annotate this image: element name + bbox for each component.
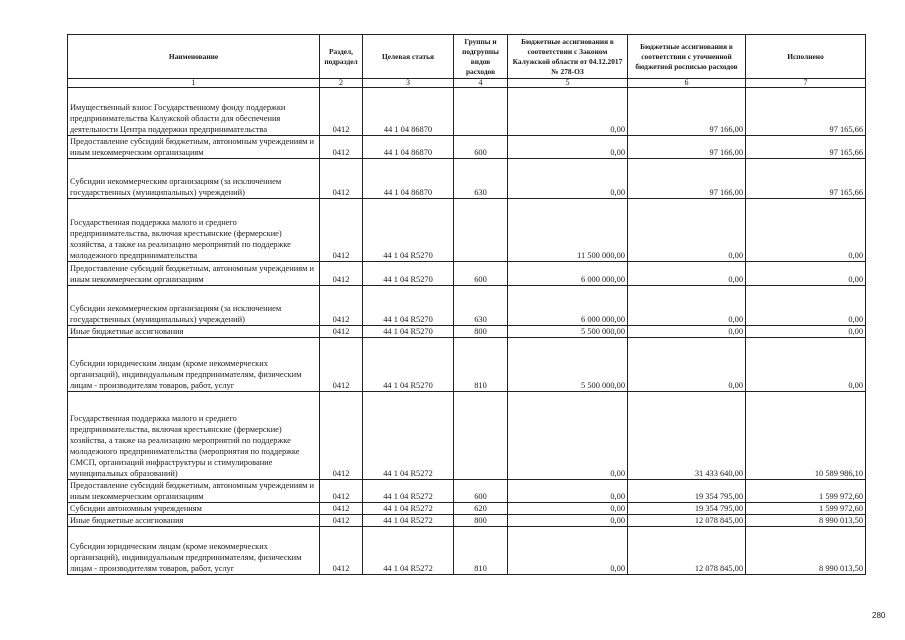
row-target: 44 1 04 86870 [363,136,454,159]
header-name: Наименование [68,35,320,79]
row-group: 630 [454,286,508,326]
header-section: Раздел, подраздел [320,35,363,79]
row-law-amount: 0,00 [508,503,628,515]
row-name: Иные бюджетные ассигнования [68,326,320,338]
row-section: 0412 [320,88,363,136]
row-refined-amount: 0,00 [628,286,746,326]
row-executed-amount: 0,00 [746,262,866,286]
table-row [68,338,866,392]
row-name: Предоставление субсидий бюджетным, автономным учреждениям и иным некоммерческим организациям [68,480,320,503]
table-row [68,392,866,480]
row-section: 0412 [320,136,363,159]
table-row [68,159,866,199]
row-law-amount: 0,00 [508,527,628,575]
row-section: 0412 [320,480,363,503]
budget-table-sheet [67,34,865,575]
row-target: 44 1 04 R5272 [363,515,454,527]
row-group: 600 [454,262,508,286]
row-law-amount: 0,00 [508,480,628,503]
row-executed-amount: 0,00 [746,286,866,326]
row-target: 44 1 04 86870 [363,88,454,136]
row-group: 800 [454,326,508,338]
column-number: 5 [508,79,628,88]
header-refined: Бюджетные ассигнования в соответствии с уточненной бюджетной росписью расходов [628,35,746,79]
page-number: 280 [872,611,886,620]
row-name: Предоставление субсидий бюджетным, автономным учреждениям и иным некоммерческим организациям [68,262,320,286]
row-law-amount: 0,00 [508,392,628,480]
row-refined-amount: 0,00 [628,199,746,262]
row-law-amount: 0,00 [508,88,628,136]
row-section: 0412 [320,326,363,338]
row-group: 620 [454,503,508,515]
header-law: Бюджетные ассигнования в соответствии с Законом Калужской области от 04.12.2017 № 278-ОЗ [508,35,628,79]
column-number: 1 [68,79,320,88]
row-law-amount: 5 500 000,00 [508,326,628,338]
row-group [454,88,508,136]
row-refined-amount: 0,00 [628,262,746,286]
row-law-amount: 0,00 [508,136,628,159]
column-number: 7 [746,79,866,88]
row-refined-amount: 12 078 845,00 [628,515,746,527]
row-executed-amount: 8 990 013,50 [746,527,866,575]
row-section: 0412 [320,338,363,392]
column-number: 2 [320,79,363,88]
column-number: 6 [628,79,746,88]
row-target: 44 1 04 R5272 [363,480,454,503]
row-law-amount: 11 500 000,00 [508,199,628,262]
row-executed-amount: 0,00 [746,338,866,392]
row-group: 630 [454,159,508,199]
row-executed-amount: 97 165,66 [746,136,866,159]
row-refined-amount: 0,00 [628,338,746,392]
row-target: 44 1 04 R5270 [363,338,454,392]
row-group: 800 [454,515,508,527]
row-section: 0412 [320,286,363,326]
row-refined-amount: 19 354 795,00 [628,480,746,503]
table-row [68,262,866,286]
row-law-amount: 5 500 000,00 [508,338,628,392]
row-target: 44 1 04 R5270 [363,262,454,286]
header-row [68,35,866,79]
row-group: 600 [454,480,508,503]
row-name: Предоставление субсидий бюджетным, автономным учреждениям и иным некоммерческим организациям [68,136,320,159]
row-target: 44 1 04 R5272 [363,503,454,515]
row-name: Субсидии некоммерческим организациям (за исключением государственных (муниципальных) учреждений) [68,159,320,199]
row-refined-amount: 97 166,00 [628,88,746,136]
row-law-amount: 0,00 [508,515,628,527]
table-row [68,503,866,515]
row-executed-amount: 1 599 972,60 [746,480,866,503]
row-refined-amount: 0,00 [628,326,746,338]
row-executed-amount: 0,00 [746,199,866,262]
row-refined-amount: 19 354 795,00 [628,503,746,515]
row-target: 44 1 04 R5272 [363,527,454,575]
table-row [68,286,866,326]
row-group: 810 [454,338,508,392]
row-executed-amount: 8 990 013,50 [746,515,866,527]
row-executed-amount: 0,00 [746,326,866,338]
row-target: 44 1 04 R5270 [363,326,454,338]
row-name: Субсидии автономным учреждениям [68,503,320,515]
row-executed-amount: 10 589 986,10 [746,392,866,480]
column-number-row [68,79,866,88]
row-law-amount: 0,00 [508,159,628,199]
column-number: 4 [454,79,508,88]
row-refined-amount: 97 166,00 [628,136,746,159]
header-executed: Исполнено [746,35,866,79]
table-row [68,527,866,575]
row-section: 0412 [320,515,363,527]
header-target: Целевая статья [363,35,454,79]
row-refined-amount: 97 166,00 [628,159,746,199]
row-target: 44 1 04 R5270 [363,199,454,262]
row-law-amount: 6 000 000,00 [508,262,628,286]
row-law-amount: 6 000 000,00 [508,286,628,326]
row-name: Государственная поддержка малого и среднего предпринимательства, включая крестьянские (фермерские) хозяйства, а также на реализацию мероприятий по поддержке молодежного предпринимательства (мероприятия по поддержке СМСП, организаций инфраструктуры и стимулирование муниципальных образований) [68,392,320,480]
row-section: 0412 [320,199,363,262]
row-section: 0412 [320,503,363,515]
row-executed-amount: 97 165,66 [746,88,866,136]
row-name: Иные бюджетные ассигнования [68,515,320,527]
row-target: 44 1 04 R5272 [363,392,454,480]
row-target: 44 1 04 86870 [363,159,454,199]
row-section: 0412 [320,527,363,575]
table-row [68,199,866,262]
row-group: 600 [454,136,508,159]
row-section: 0412 [320,159,363,199]
row-refined-amount: 31 433 640,00 [628,392,746,480]
row-executed-amount: 1 599 972,60 [746,503,866,515]
table-row [68,136,866,159]
row-name: Субсидии юридическим лицам (кроме некоммерческих организаций), индивидуальным предпринимателям, физическим лицам - производителям товаров, работ, услуг [68,527,320,575]
row-section: 0412 [320,392,363,480]
row-name: Государственная поддержка малого и среднего предпринимательства, включая крестьянские (фермерские) хозяйства, а также на реализацию мероприятий по поддержке молодежного предпринимательства [68,199,320,262]
column-number: 3 [363,79,454,88]
table-row [68,88,866,136]
table-row [68,326,866,338]
header-groups: Группы и подгруппы видов расходов [454,35,508,79]
table-row [68,515,866,527]
row-executed-amount: 97 165,66 [746,159,866,199]
row-group [454,199,508,262]
row-section: 0412 [320,262,363,286]
row-name: Имущественный взнос Государственному фонду поддержки предпринимательства Калужской области для обеспечения деятельности Центра поддержки предпринимательства [68,88,320,136]
row-name: Субсидии некоммерческим организациям (за исключением государственных (муниципальных) учреждений) [68,286,320,326]
row-refined-amount: 12 078 845,00 [628,527,746,575]
row-group: 810 [454,527,508,575]
row-target: 44 1 04 R5270 [363,286,454,326]
row-name: Субсидии юридическим лицам (кроме некоммерческих организаций), индивидуальным предпринимателям, физическим лицам - производителям товаров, работ, услуг [68,338,320,392]
row-group [454,392,508,480]
table-row [68,480,866,503]
budget-table [67,34,866,575]
